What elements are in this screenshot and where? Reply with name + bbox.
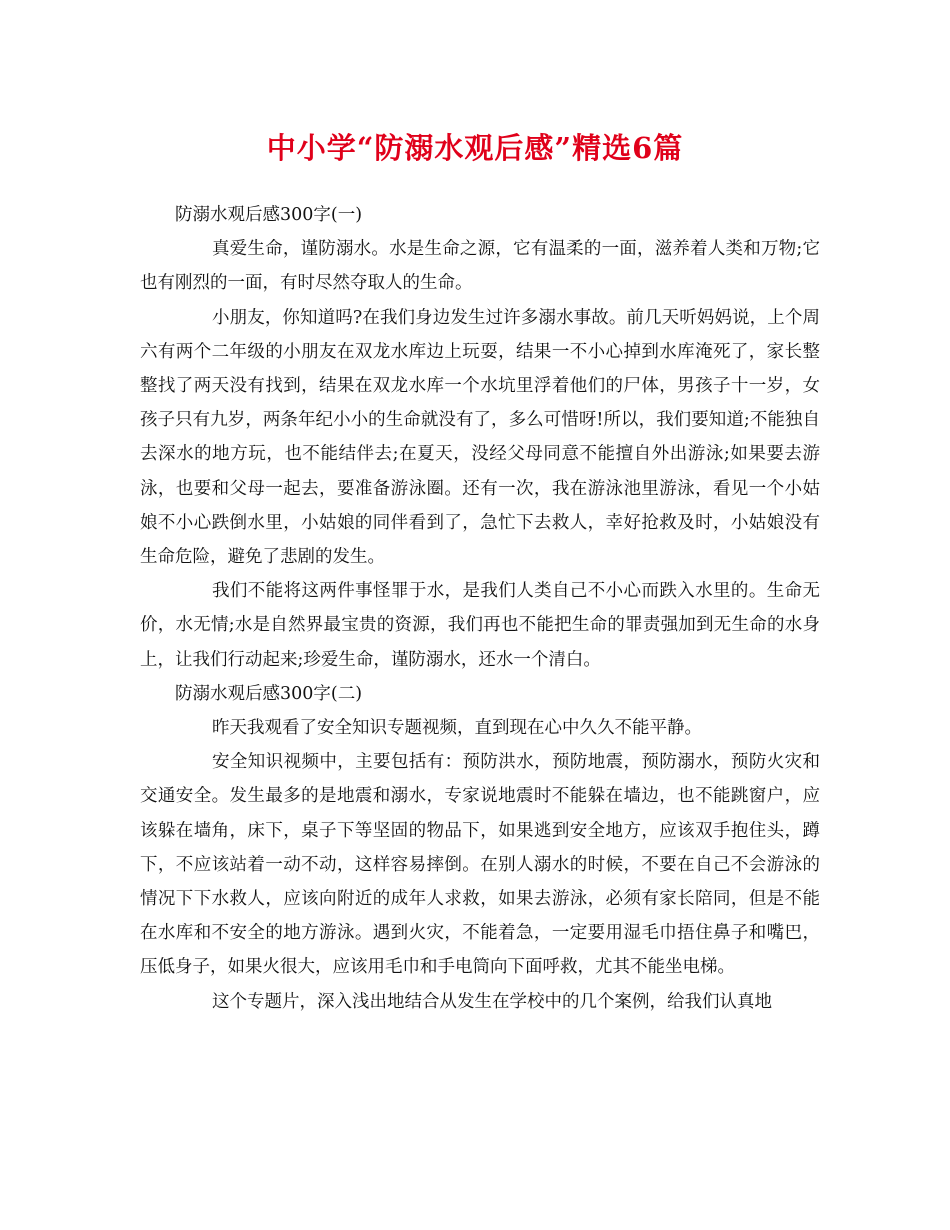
paragraph: 安全知识视频中，主要包括有：预防洪水，预防地震，预防溺水，预防火灾和交通安全。发生最多的是地震和溺水，专家说地震时不能躲在墙边，也不能跳窗户，应该躲在墙角，床下，桌子下等坚固的物品下，如果逃到安全地方，应该双手抱住头，蹲下，不应该站着一动不动，这样容易摔倒。在别人溺水的时候，不要在自己不会游泳的情况下下水救人，应该向附近的成年人求救，如果去游泳，必须有家长陪同，但是不能在水库和不安全的地方游泳。遇到火灾，不能着急，一定要用湿毛巾捂住鼻子和嘴巴，压低身子，如果火很大，应该用毛巾和手电筒向下面呼救，尤其不能坐电梯。: [140, 752, 820, 978]
paragraph: 我们不能将这两件事怪罪于水，是我们人类自己不小心而跌入水里的。生命无价，水无情;水是自然界最宝贵的资源，我们再也不能把生命的罪责强加到无生命的水身上，让我们行动起来;珍爱生命，谨防溺水，还水一个清白。: [140, 581, 820, 670]
paragraph: 这个专题片，深入浅出地结合从发生在学校中的几个案例，给我们认真地: [212, 991, 772, 1012]
document-title: 中小学“防溺水观后感”精选6篇: [266, 131, 684, 165]
paragraph: 小朋友，你知道吗?在我们身边发生过许多溺水事故。前几天听妈妈说，上个周六有两个二年级的小朋友在双龙水库边上玩耍，结果一不小心掉到水库淹死了，家长整整找了两天没有找到，结果在双龙水库一个水坑里浮着他们的尸体，男孩子十一岁，女孩子只有九岁，两条年纪小小的生命就没有了，多么可惜呀!所以，我们要知道;不能独自去深水的地方玩，也不能结伴去;在夏天，没经父母同意不能擅自外出游泳;如果要去游泳，也要和父母一起去，要准备游泳圈。还有一次，我在游泳池里游泳，看见一个小姑娘不小心跌倒水里，小姑娘的同伴看到了，急忙下去救人，幸好抢救及时，小姑娘没有生命危险，避免了悲剧的发生。: [140, 307, 820, 568]
paragraph: 昨天我观看了安全知识专题视频，直到现在心中久久不能平静。: [212, 718, 702, 739]
section-heading: 防溺水观后感300字(一): [175, 205, 363, 225]
document-body: [140, 198, 820, 1019]
section-heading: 防溺水观后感300字(二): [175, 683, 363, 704]
paragraph: 真爱生命，谨防溺水。水是生命之源，它有温柔的一面，滋养着人类和万物;它也有刚烈的一面，有时尽然夺取人的生命。: [140, 239, 820, 294]
